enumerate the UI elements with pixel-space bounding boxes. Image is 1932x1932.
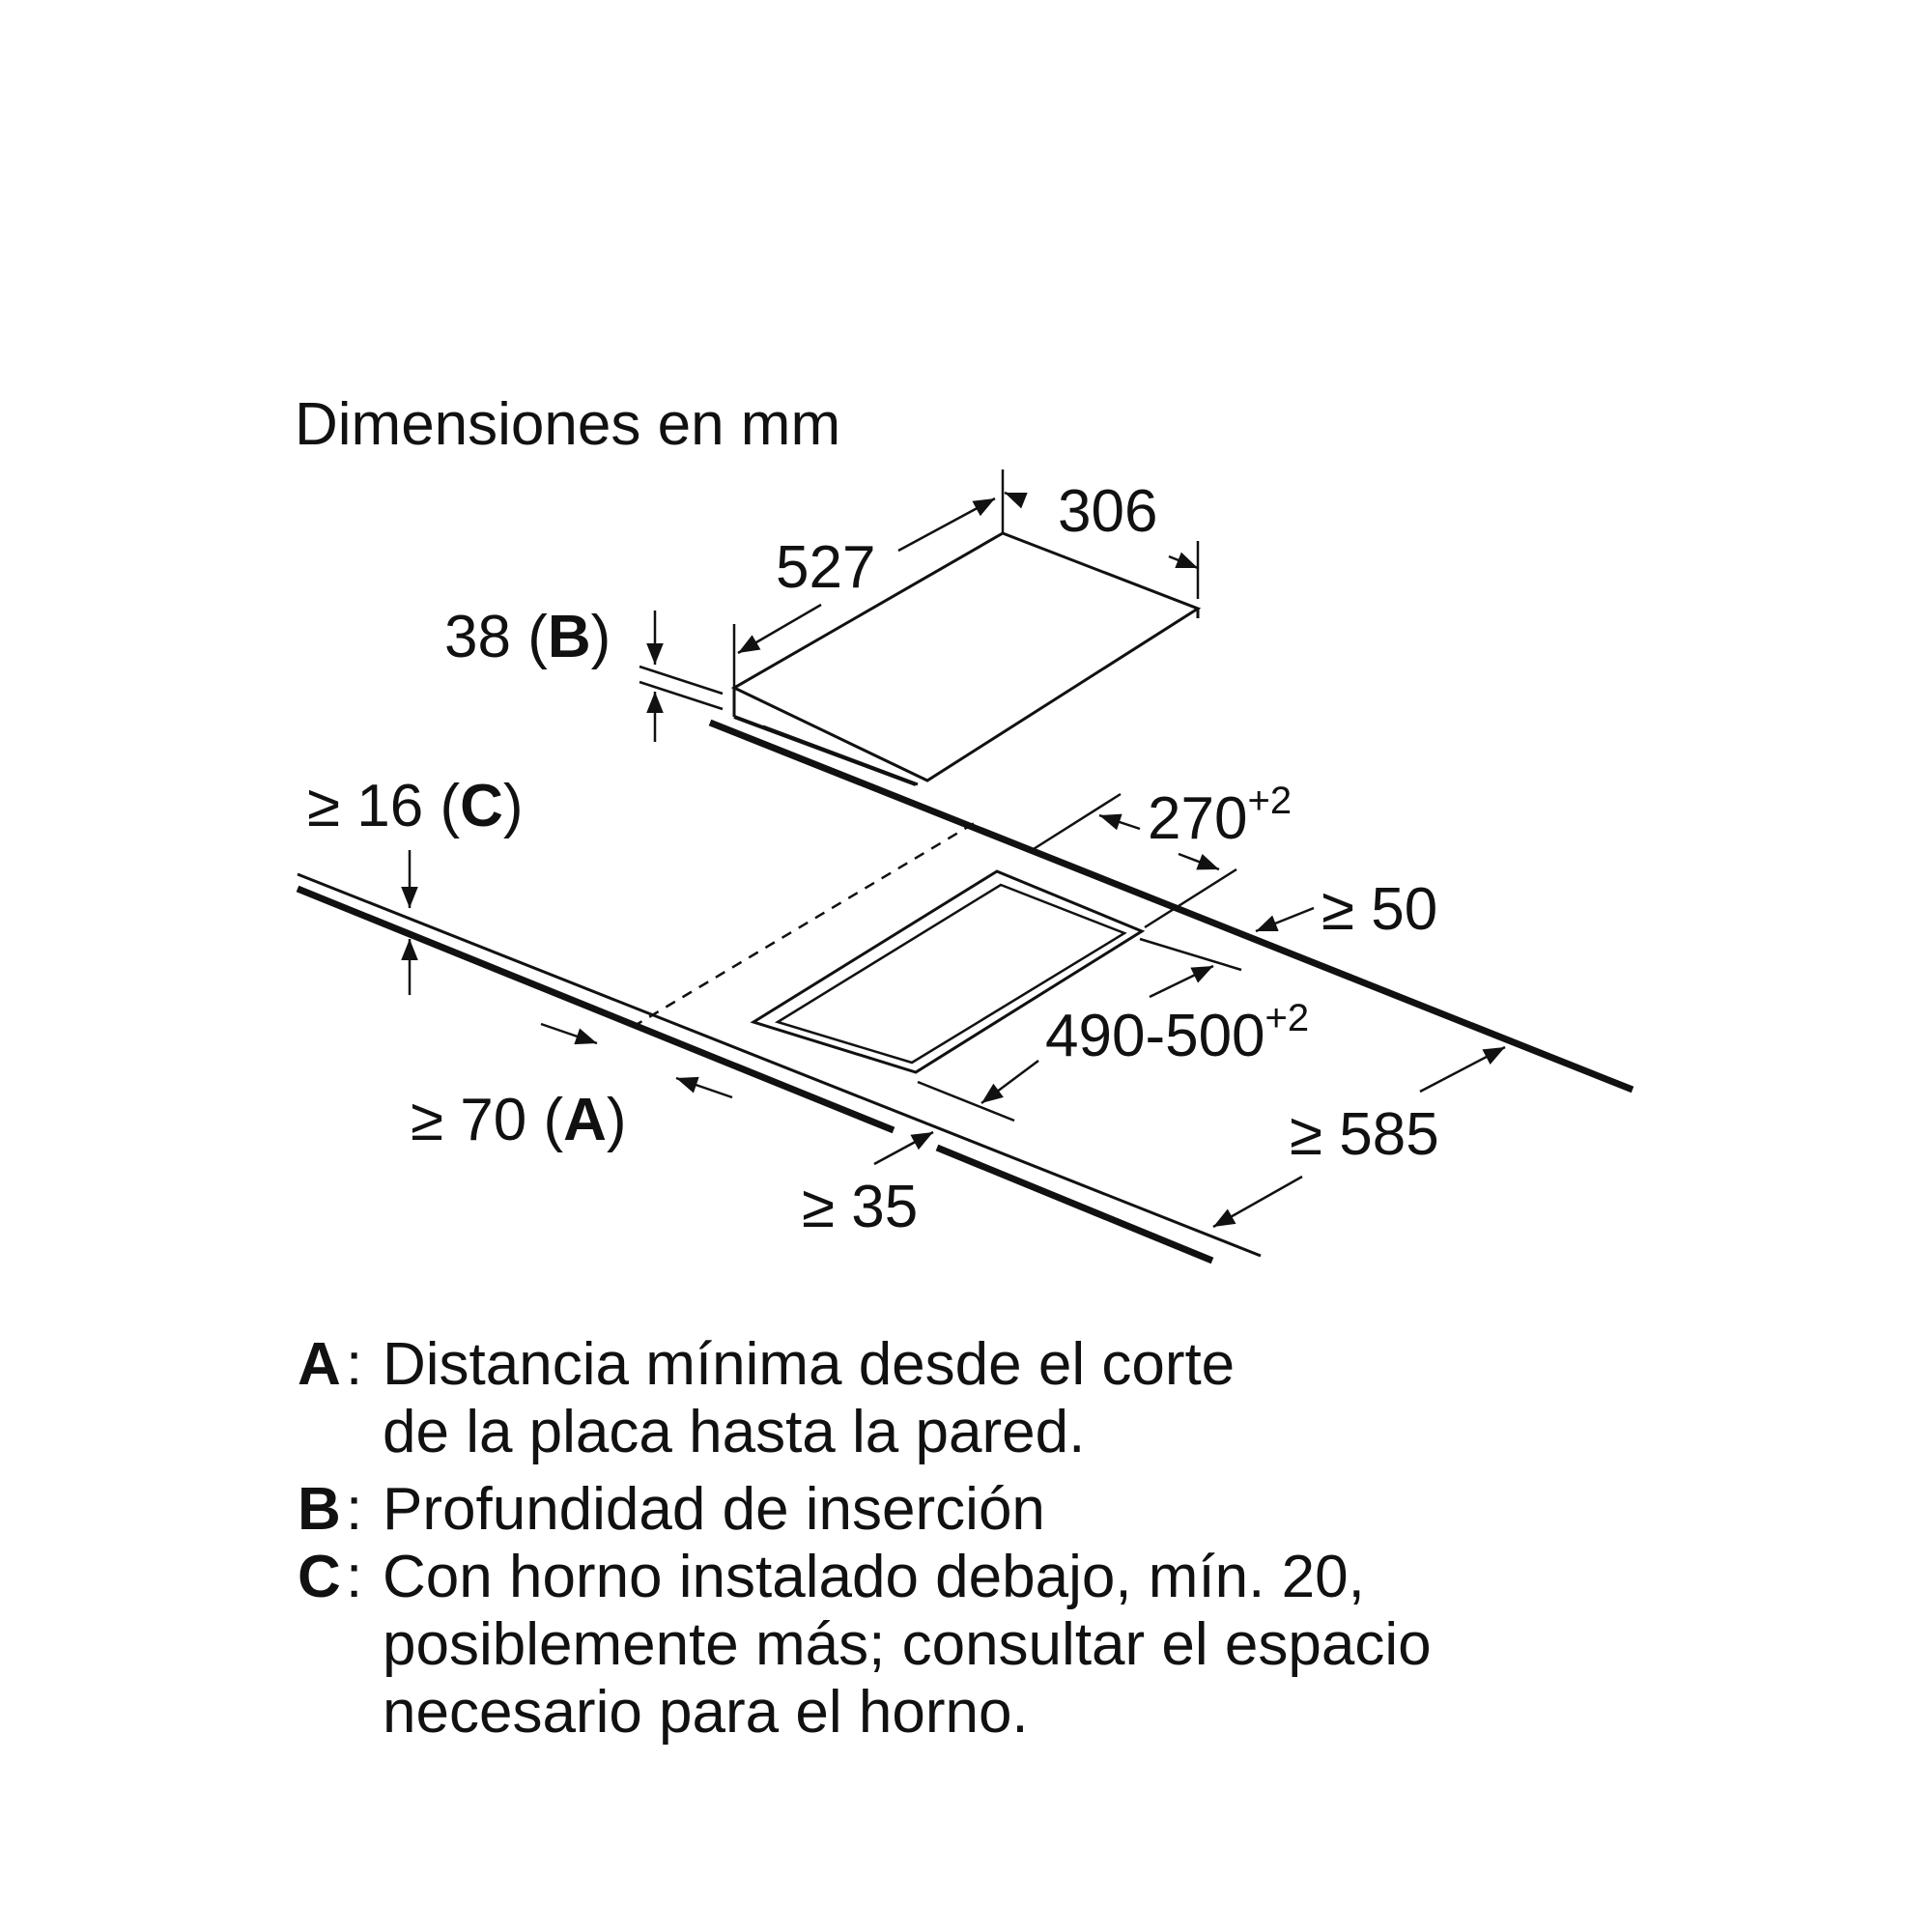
legend-text bbox=[383, 1476, 1747, 1544]
label-490-value: 490-500 bbox=[1045, 1003, 1265, 1069]
label-16-c bbox=[307, 773, 524, 839]
legend-line: Profundidad de inserción bbox=[383, 1476, 1045, 1543]
legend-key: C bbox=[298, 1544, 341, 1610]
legend-key: B bbox=[298, 1476, 341, 1543]
legend-line: de la placa hasta la pared. bbox=[383, 1399, 1086, 1465]
diagram-title: Dimensiones en mm bbox=[295, 391, 841, 458]
legend-key: A bbox=[298, 1331, 341, 1398]
label-38-value: 38 ( bbox=[444, 604, 548, 670]
label-490-tol: +2 bbox=[1264, 997, 1310, 1039]
label-38-b bbox=[444, 604, 611, 670]
label-585: ≥ 585 bbox=[1290, 1101, 1439, 1168]
label-38-close: ) bbox=[590, 604, 611, 670]
label-270 bbox=[1148, 780, 1292, 852]
legend-item-a bbox=[298, 1331, 1747, 1466]
label-35: ≥ 35 bbox=[802, 1174, 919, 1240]
legend-item-c bbox=[298, 1544, 1747, 1747]
label-270-value: 270 bbox=[1148, 785, 1248, 852]
label-16-close: ) bbox=[502, 773, 524, 839]
dim-50 bbox=[1256, 908, 1314, 931]
label-70-value: ≥ 70 ( bbox=[411, 1087, 564, 1153]
label-70-key: A bbox=[563, 1087, 607, 1153]
legend-line: necesario para el horno. bbox=[383, 1679, 1029, 1746]
label-70-close: ) bbox=[606, 1087, 627, 1153]
wall-projection-dashed bbox=[633, 821, 978, 1027]
legend-line: posiblemente más; consultar el espacio bbox=[383, 1611, 1432, 1678]
dim-38 bbox=[639, 611, 723, 742]
legend-item-b bbox=[298, 1476, 1747, 1544]
legend-line: Distancia mínima desde el corte bbox=[383, 1331, 1236, 1398]
label-16-value: ≥ 16 ( bbox=[307, 773, 461, 839]
label-38-key: B bbox=[547, 604, 591, 670]
label-490 bbox=[1045, 997, 1309, 1069]
label-70-a bbox=[411, 1087, 627, 1153]
legend bbox=[298, 1331, 1747, 1747]
legend-text bbox=[383, 1331, 1747, 1466]
label-50: ≥ 50 bbox=[1321, 876, 1438, 943]
legend-colon: : bbox=[346, 1544, 363, 1610]
legend-colon: : bbox=[346, 1331, 363, 1398]
legend-colon: : bbox=[346, 1476, 363, 1543]
label-270-tol: +2 bbox=[1247, 780, 1293, 822]
label-306: 306 bbox=[1058, 478, 1158, 545]
dim-35 bbox=[874, 1132, 933, 1164]
legend-text bbox=[383, 1544, 1747, 1747]
label-16-key: C bbox=[460, 773, 503, 839]
legend-line: Con horno instalado debajo, mín. 20, bbox=[383, 1544, 1365, 1610]
label-527: 527 bbox=[776, 534, 876, 601]
